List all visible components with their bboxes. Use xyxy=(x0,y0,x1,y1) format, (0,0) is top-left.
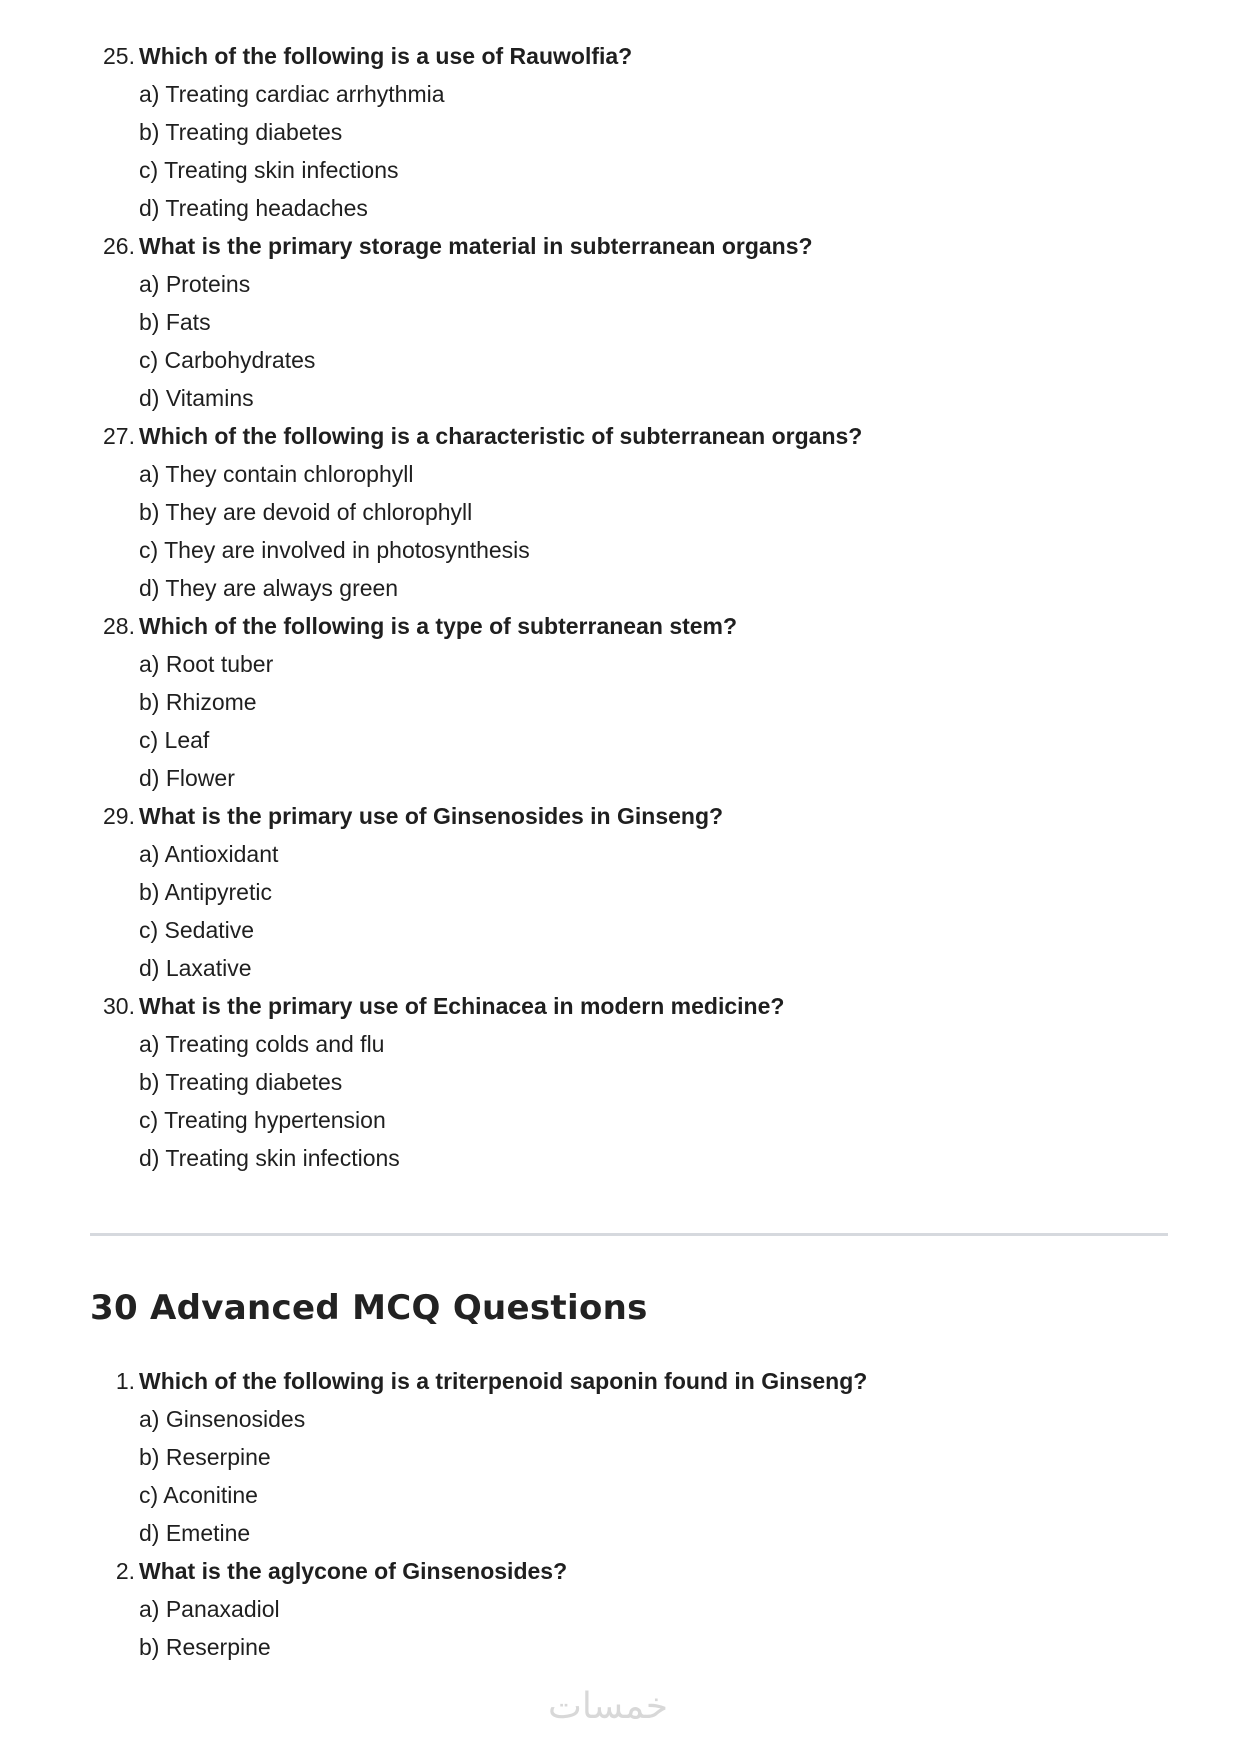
question-item xyxy=(0,1552,1242,1590)
question-item xyxy=(0,417,1242,455)
answer-option: a) They contain chlorophyll xyxy=(139,461,414,487)
answer-option: b) Rhizome xyxy=(139,689,257,715)
section-heading: 30 Advanced MCQ Questions xyxy=(90,1288,648,1328)
answer-option: b) Reserpine xyxy=(139,1634,271,1660)
answer-option: b) Antipyretic xyxy=(139,879,272,905)
answer-option: c) Sedative xyxy=(139,917,255,943)
question-number: 27. xyxy=(103,423,135,449)
question-text: Which of the following is a type of subterranean stem? xyxy=(139,613,738,639)
answer-option: d) Flower xyxy=(139,765,235,791)
answer-option: a) Treating cardiac arrhythmia xyxy=(139,81,445,107)
answer-option: a) Proteins xyxy=(139,271,251,297)
answer-option: a) Antioxidant xyxy=(139,841,279,867)
question-item xyxy=(0,1362,1242,1400)
answer-option: a) Treating colds and flu xyxy=(139,1031,385,1057)
answer-option: d) Vitamins xyxy=(139,385,254,411)
answer-option: a) Ginsenosides xyxy=(139,1406,306,1432)
section-divider xyxy=(90,1233,1168,1236)
answer-option: d) Emetine xyxy=(139,1520,251,1546)
answer-option: b) Treating diabetes xyxy=(139,1069,343,1095)
question-item xyxy=(0,37,1242,75)
answer-option: a) Panaxadiol xyxy=(139,1596,280,1622)
answer-option: c) Treating hypertension xyxy=(139,1107,386,1133)
answer-option: d) Treating skin infections xyxy=(139,1145,400,1171)
answer-option: b) Reserpine xyxy=(139,1444,271,1470)
question-number: 30. xyxy=(103,993,135,1019)
answer-option: c) Aconitine xyxy=(139,1482,258,1508)
answer-option: d) They are always green xyxy=(139,575,399,601)
question-text: What is the primary use of Ginsenosides in Ginseng? xyxy=(139,803,724,829)
answer-option: b) Fats xyxy=(139,309,211,335)
watermark-logo: خمسات xyxy=(548,1686,669,1727)
question-number: 2. xyxy=(115,1558,135,1584)
question-text: What is the aglycone of Ginsenosides? xyxy=(139,1558,568,1584)
question-item xyxy=(0,797,1242,835)
question-item xyxy=(0,987,1242,1025)
question-number: 25. xyxy=(103,43,135,69)
question-text: Which of the following is a use of Rauwolfia? xyxy=(139,43,633,69)
answer-option: b) They are devoid of chlorophyll xyxy=(139,499,473,525)
question-item xyxy=(0,227,1242,265)
question-text: What is the primary use of Echinacea in modern medicine? xyxy=(139,993,785,1019)
question-item xyxy=(0,607,1242,645)
question-text: Which of the following is a characteristic of subterranean organs? xyxy=(139,423,863,449)
question-number: 26. xyxy=(103,233,135,259)
question-number: 28. xyxy=(103,613,135,639)
answer-option: d) Laxative xyxy=(139,955,252,981)
question-list-advanced xyxy=(0,1362,1242,1666)
question-list-basic xyxy=(0,37,1242,1177)
question-text: Which of the following is a triterpenoid saponin found in Ginseng? xyxy=(139,1368,868,1394)
answer-option: a) Root tuber xyxy=(139,651,274,677)
question-text: What is the primary storage material in subterranean organs? xyxy=(139,233,813,259)
question-number: 1. xyxy=(115,1368,135,1394)
answer-option: c) Carbohydrates xyxy=(139,347,316,373)
answer-option: c) Leaf xyxy=(139,727,210,753)
question-number: 29. xyxy=(103,803,135,829)
answer-option: d) Treating headaches xyxy=(139,195,368,221)
answer-option: c) Treating skin infections xyxy=(139,157,399,183)
answer-option: c) They are involved in photosynthesis xyxy=(139,537,530,563)
answer-option: b) Treating diabetes xyxy=(139,119,343,145)
